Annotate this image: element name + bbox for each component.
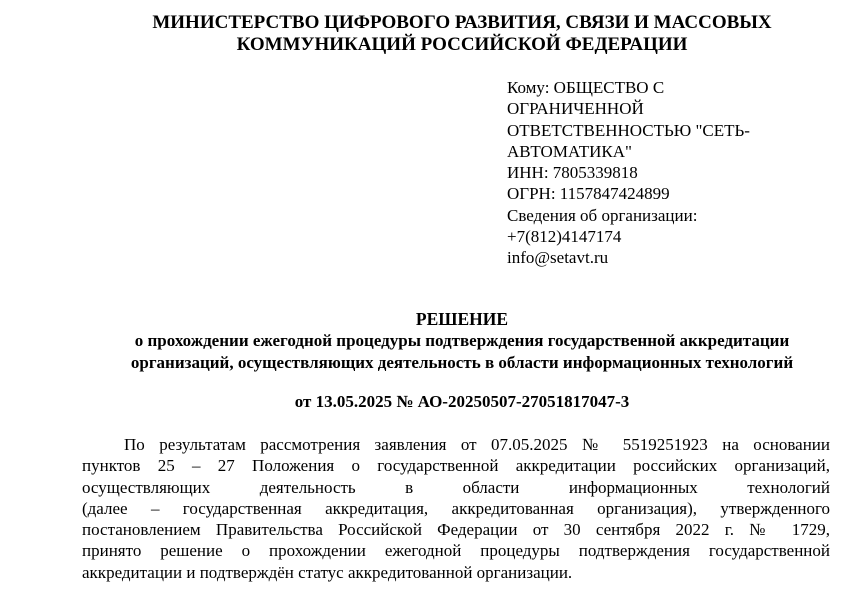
decision-subtitle-line-1: о прохождении ежегодной процедуры подтверждения государственной аккредитации: [134, 331, 790, 350]
body-line-3: осуществляющих деятельность в области информационных технологий: [82, 477, 830, 497]
body-line-2: пунктов 25 – 27 Положения о государственной аккредитации российских организаций,: [82, 456, 830, 476]
ministry-name-line-2: КОММУНИКАЦИЙ РОССИЙСКОЙ ФЕДЕРАЦИИ: [236, 34, 688, 55]
addressee-line-org-1: ОГРАНИЧЕННОЙ: [507, 99, 644, 119]
decision-number-date: от 13.05.2025 № АО-20250507-27051817047-3: [294, 392, 630, 411]
addressee-block: [507, 77, 857, 269]
body-line-5: постановлением Правительства Российской Федерации от 30 сентября 2022 г. № 1729,: [82, 520, 830, 540]
addressee-line-to: Кому: ОБЩЕСТВО С: [507, 78, 665, 97]
addressee-contacts-label: Сведения об организации:: [507, 205, 698, 225]
addressee-phone: +7(812)4147174: [507, 227, 622, 247]
ministry-header: [0, 12, 864, 56]
body-line-1: По результатам рассмотрения заявления от 07.05.2025 № 5519251923 на основании: [124, 435, 830, 454]
decision-title: РЕШЕНИЕ: [415, 309, 509, 329]
addressee-line-org-2: ОТВЕТСТВЕННОСТЬЮ "СЕТЬ-: [507, 120, 750, 140]
body-line-7: аккредитации и подтверждён статус аккредитованной организации.: [82, 562, 573, 582]
addressee-line-org-3: АВТОМАТИКА": [507, 141, 632, 161]
addressee-inn: ИНН: 7805339818: [507, 163, 638, 183]
decision-subtitle-line-2: организаций, осуществляющих деятельность в области информационных технологий: [130, 353, 794, 372]
body-line-6: принято решение о прохождении ежегодной процедуры подтверждения государственной: [82, 541, 830, 561]
ministry-name-line-1: МИНИСТЕРСТВО ЦИФРОВОГО РАЗВИТИЯ, СВЯЗИ И МАССОВЫХ: [152, 12, 772, 33]
decision-body-paragraph: [82, 434, 830, 583]
addressee-email: info@setavt.ru: [507, 248, 609, 268]
body-line-4: (далее – государственная аккредитация, аккредитованная организация), утвержденного: [82, 498, 830, 518]
decision-heading: [0, 308, 864, 374]
addressee-ogrn: ОГРН: 1157847424899: [507, 184, 670, 204]
